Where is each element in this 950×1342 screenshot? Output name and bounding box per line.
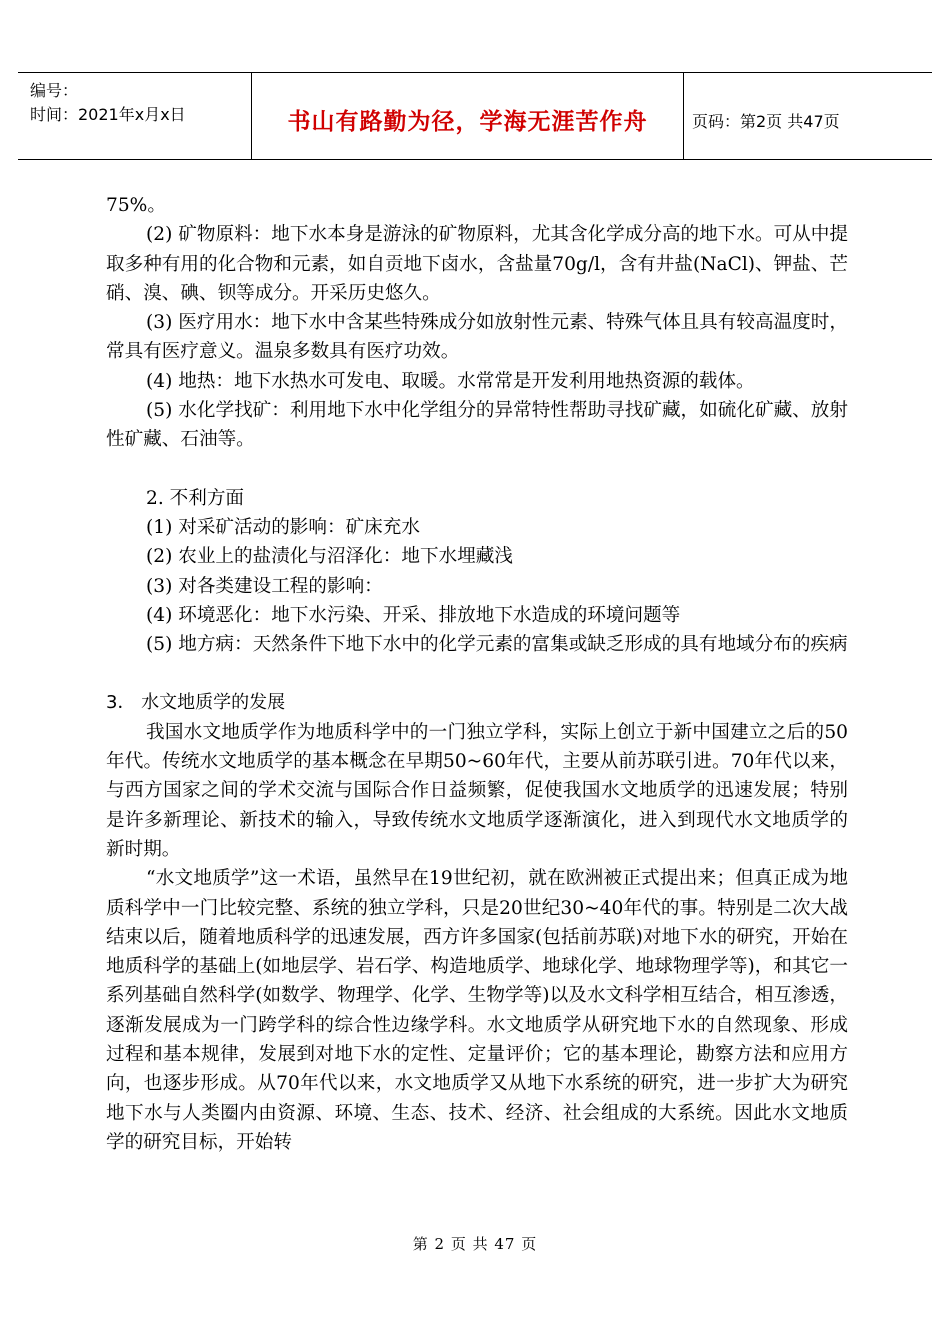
list-item: (1) 对采矿活动的影响：矿床充水 (146, 516, 420, 538)
list-item: (3) 对各类建设工程的影响： (146, 575, 383, 597)
paragraph: “水文地质学”这一术语，虽然早在19世纪初，就在欧洲被正式提出来；但真正成为地质科学中一门比较完整、系统的独立学科，只是20世纪30~40年代的事。特别是二次大战结束以后，随着地质科学的迅速发展，西方许多国家(包括前苏联)对地下水的研究，开始在地质科学的基础上(如地层学、岩石学、构造地质学、地球化学、地球物理学等)，和其它一系列基础自然科学(如数学、物理学、化学、生物学等)以及水文科学相互结合，相互渗透，逐渐发展成为一门跨学科的综合性边缘学科。水文地质学从研究地下水的自然现象、形成过程和基本规律，发展到对地下水的定性、定量评价；它的基本理论，勘察方法和应用方向，也逐步形成。从70年代以来，水文地质学又从地下水系统的研究，进一步扩大为研究地下水与人类圈内由资源、环境、生态、技术、经济、社会组成的大系统。因此水文地质学的研究目标，开始转 (106, 868, 848, 1153)
header-motto-cell (252, 73, 684, 159)
section-heading: 3． 水文地质学的发展 (106, 692, 286, 714)
list-item: (5) 地方病：天然条件下地下水中的化学元素的富集或缺乏形成的具有地域分布的疾病 (146, 634, 848, 656)
paragraph: 75%。 (106, 195, 166, 216)
header-motto: 书山有路勤为径，学海无涯苦作舟 (287, 109, 648, 135)
paragraph: (4) 地热：地下水热水可发电、取暖。水常常是开发利用地热资源的载体。 (146, 370, 755, 392)
paragraph: (5) 水化学找矿：利用地下水中化学组分的异常特性帮助寻找矿藏，如硫化矿藏、放射性矿藏、石油等。 (106, 400, 848, 451)
paragraph: (2) 矿物原料：地下水本身是游泳的矿物原料，尤其含化学成分高的地下水。可从中提取多种有用的化合物和元素，如自贡地下卤水，含盐量70g/l，含有井盐(NaCl)、钾盐、芒硝、溴、碘、钡等成分。开采历史悠久。 (106, 224, 848, 304)
document-body (106, 191, 848, 1157)
header-meta-cell (18, 73, 252, 159)
document-number-label: 编号： (30, 81, 79, 100)
paragraph: 我国水文地质学作为地质科学中的一门独立学科，实际上创立于新中国建立之后的50年代。传统水文地质学的基本概念在早期50~60年代，主要从前苏联引进。70年代以来，与西方国家之间的学术交流与国际合作日益频繁，促使我国水文地质学的迅速发展；特别是许多新理论、新技术的输入，导致传统水文地质学逐渐演化，进入到现代水文地质学的新时期。 (106, 721, 848, 860)
list-item: (2) 农业上的盐渍化与沼泽化：地下水埋藏浅 (146, 546, 513, 568)
page-header (18, 72, 932, 160)
page-footer: 第 2 页 共 47 页 (412, 1235, 538, 1253)
header-page-cell (684, 73, 932, 159)
list-item: (4) 环境恶化：地下水污染、开采、排放地下水造成的环境问题等 (146, 604, 681, 626)
paragraph: (3) 医疗用水：地下水中含某些特殊成分如放射性元素、特殊气体且具有较高温度时，常具有医疗意义。温泉多数具有医疗功效。 (106, 312, 848, 363)
subsection-heading: 2. 不利方面 (146, 487, 245, 509)
header-page-info: 页码：第2页 共47页 (692, 112, 840, 131)
document-time-label: 时间：2021年x月x日 (30, 105, 186, 124)
